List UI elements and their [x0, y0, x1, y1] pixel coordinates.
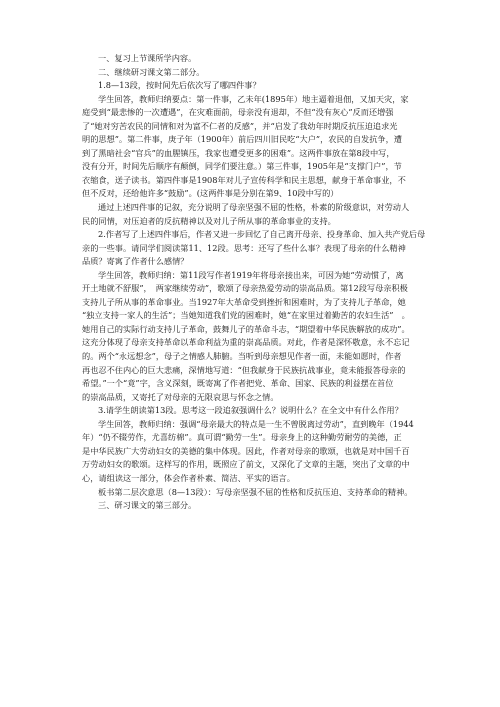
text-line: 2.作者写了上述四件事后，作者又进一步回忆了自己离开母亲、投身革命、加入共产党后母 — [98, 229, 426, 240]
text-line: 是中华民族广大劳动妇女的美德的集中体现。因此，作者对母亲的歌颂，也就是对中国千百 — [82, 445, 410, 456]
text-line: 学生回答，教师归纳：强调“母亲最大的特点是一生不曾脱离过劳动”，直到晚年（1944 — [98, 418, 414, 429]
text-line: “独立支持一家人的生活”；当她知道我们党的困难时，她“在家里过着勤苦的农妇生活” 。 — [82, 310, 410, 321]
text-line: 再也忍不住内心的巨大悲痛，深情地写道：“但我献身于民族抗战事业，竟未能报答母亲的 — [82, 364, 406, 375]
text-line: 但不反对，还给他许多“鼓励”。(这两件事是分别在第9、10段中写的） — [82, 188, 339, 199]
text-line: 希望。”一个“竟”字，含义深刻，既寄寓了作者把党、革命、国家、民族的利益摆在首位 — [82, 378, 394, 389]
text-line: 万劳动妇女的歌颂。这样写的作用，既照应了前文，又深化了文章的主题，突出了文章的中 — [82, 459, 410, 470]
text-line: 品质？寄寓了作者什么感情？ — [82, 256, 189, 267]
text-line: 民的同情，对压迫者的反抗精神以及对儿子所从事的革命事业的支持。 — [82, 215, 336, 226]
text-line: 开土地就不舒服”， 两家继续劳动”，歌颂了母亲热爱劳动的崇高品质。第12段写母亲积极 — [82, 283, 408, 294]
text-line: 通过上述四件事的记叙，充分说明了母亲坚强不屈的性格，朴素的阶级意识，对劳动人 — [98, 202, 410, 213]
text-line: 亲的一些事。请同学们阅读第11、12段。思考：还写了些什么事？表现了母亲的什么精神 — [82, 242, 406, 253]
text-line: 3.请学生朗读第13段。思考这一段追叙强调什么？说明什么？在全文中有什么作用？ — [98, 405, 403, 416]
text-line: 到了黑暗社会“官兵”的血腥镇压，我家也遭受更多的困难”。这两件事放在第8段中写， — [82, 147, 395, 158]
text-line: 没有分开，时间先后顺序有颠倒，同学们要注意。）第三件事，1905年是“支撑门户”，节 — [82, 161, 402, 172]
text-line: 庭受到“最悲惨的一次遭遇”，在灾难面前，母亲没有退却，不但“没有灰心”反而还增强 — [82, 107, 394, 118]
text-line: 二、继续研习课文第二部分。 — [98, 66, 205, 77]
text-line: 这充分体现了母亲支持革命以革命利益为重的崇高品质。对此，作者是深怀敬意，永不忘记 — [82, 337, 410, 348]
text-line: 三、研习课文的第三部分。 — [98, 500, 197, 511]
text-line: 衣缩食，送子读书。第四件事是1908年对儿子宣传科学和民主思想，献身于革命事业，不 — [82, 174, 406, 185]
text-line: 1.8—13段，按时间先后依次写了哪四件事？ — [98, 80, 261, 91]
text-line: 明的思想”。第二件事，庚子年（1900年）前后四川旧民吃“大户”，农民的自发抗争，遭 — [82, 134, 402, 145]
text-line: 板书第二层次意思（8—13段）：写母亲坚强不屈的性格和反抗压迫、支持革命的精神。 — [98, 486, 413, 497]
text-line: 的崇高品质，又寄托了对母亲的无限哀思与怀念之情。 — [82, 391, 279, 402]
text-line: 学生回答，教师归纳：第11段写作者1919年将母亲接出来，可因为她“劳动惯了，离 — [98, 269, 404, 280]
text-line: 支持儿子所从事的革命事业。当1927年大革命受到挫折和困难时，为了支持儿子革命，她 — [82, 296, 406, 307]
text-line: 了“她对穷苦农民的同情和对为富不仁者的反感”，并“启发了我幼年时期反抗压迫追求光 — [82, 120, 398, 131]
text-line: 一、复习上节课所学内容。 — [98, 53, 197, 63]
text-line: 她用自己的实际行动支持儿子革命，鼓舞儿子的革命斗志，“期望着中华民族解放的成功”。 — [82, 323, 410, 334]
text-line: 心，请组读这一部分，体会作者朴素、简洁、平实的语言。 — [82, 472, 295, 483]
text-line: 的。两个“永远想念”，母子之情感人肺腑。当听到母亲想见作者一面，未能如愿时，作者 — [82, 351, 402, 362]
text-line: 学生回答，教师归纳要点：第一件事，乙未年(1895年）地主逼着退佃，又加天灾，家 — [98, 93, 409, 104]
text-line: 年）“仍不辍劳作，尤喜纺棉”。真可谓“勤劳一生”。母亲身上的这种勤劳耐劳的美德，正 — [82, 432, 402, 443]
